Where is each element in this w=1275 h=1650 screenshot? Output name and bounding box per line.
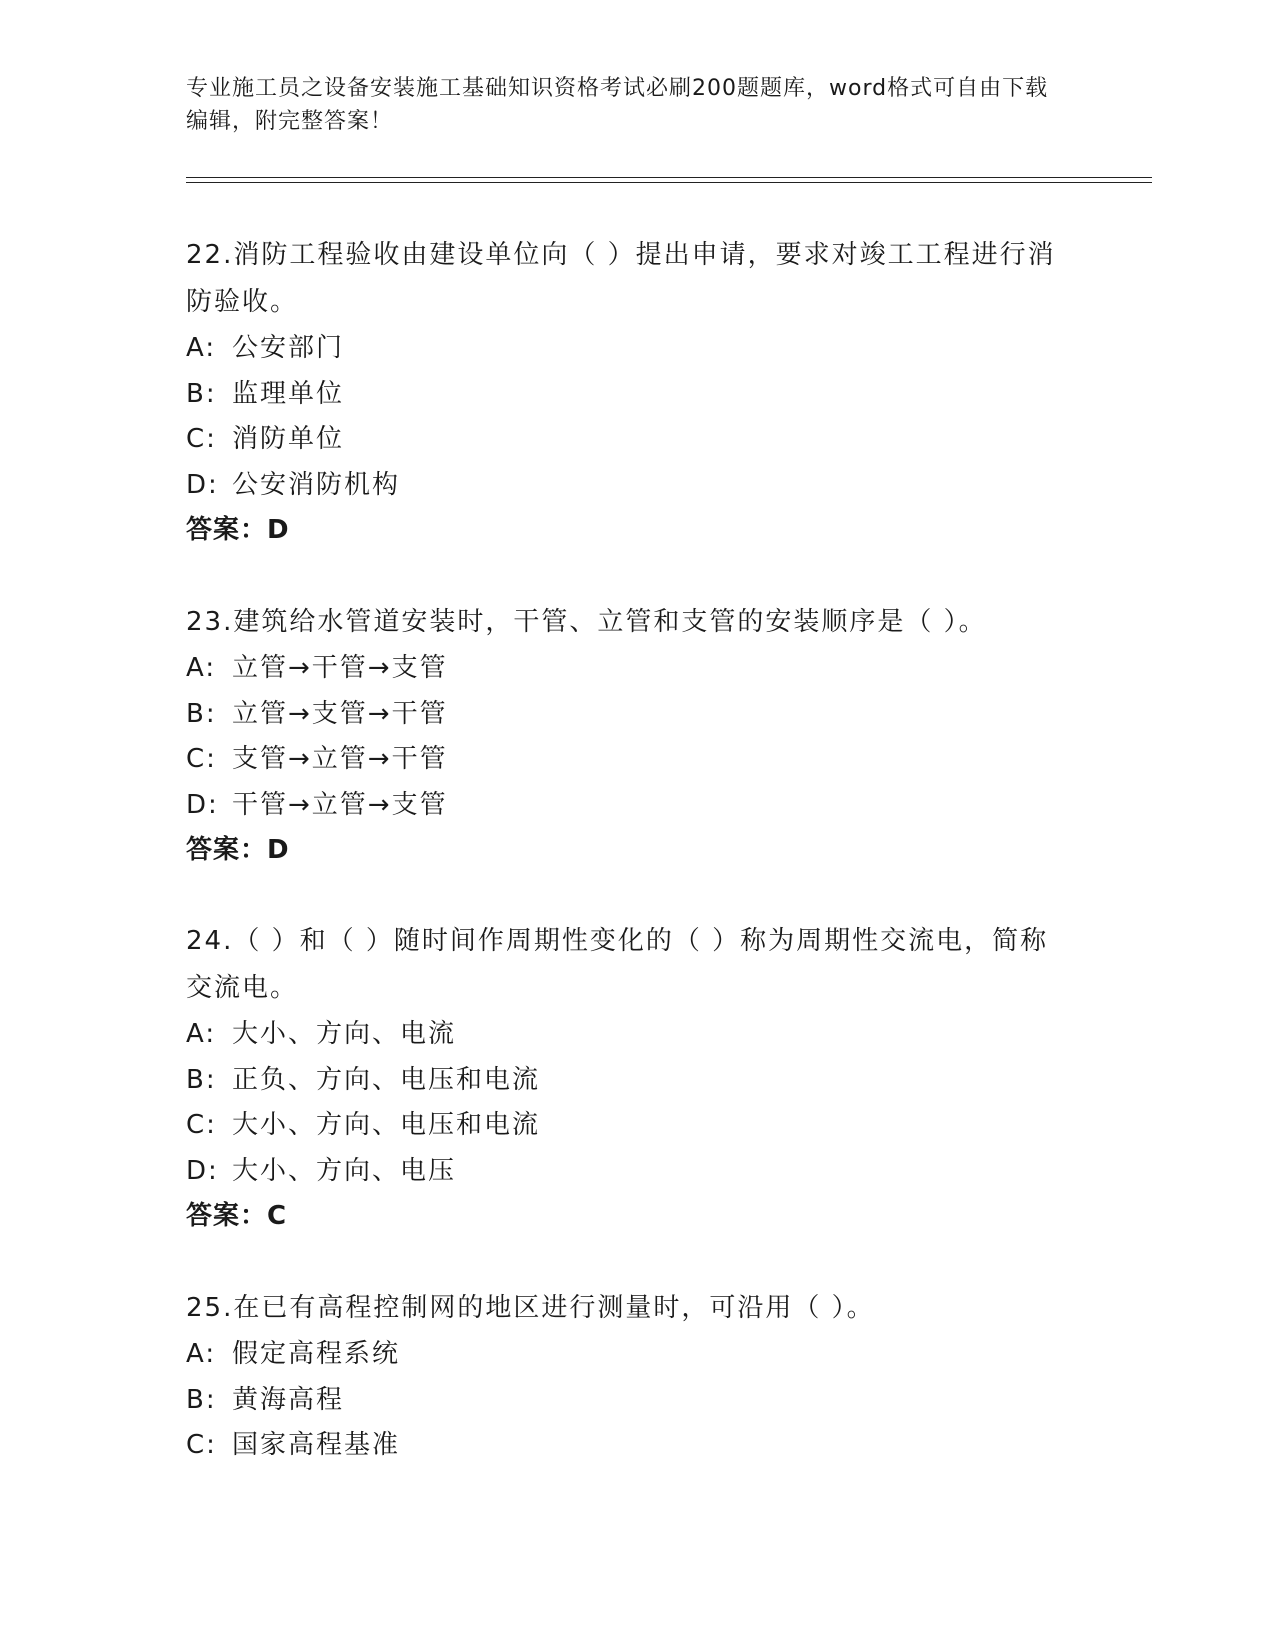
option-a	[186, 326, 1066, 372]
option-d	[186, 783, 1066, 829]
option-text: 立管→干管→支管	[232, 653, 448, 683]
option-b	[186, 1378, 1066, 1424]
option-text: 消防单位	[232, 424, 345, 454]
option-text: 监理单位	[232, 378, 345, 409]
question-25	[186, 1285, 1066, 1469]
option-text: 公安消防机构	[232, 469, 401, 500]
option-a	[186, 646, 1066, 692]
option-text: 立管→支管→干管	[232, 698, 448, 729]
option-text: 国家高程基准	[232, 1430, 401, 1460]
option-c	[186, 417, 1066, 463]
option-b	[186, 372, 1066, 418]
question-24	[186, 918, 1066, 1239]
option-text: 黄海高程	[232, 1384, 345, 1415]
option-text: 干管→立管→支管	[232, 789, 448, 820]
answer: 答案：D	[186, 515, 290, 545]
option-label: D:	[186, 469, 219, 500]
question-text: 24.（ ）和（ ）随时间作周期性变化的（ ）称为周期性交流电，简称交流电。	[186, 926, 1049, 1003]
question-22	[186, 232, 1066, 553]
question-text: 22.消防工程验收由建设单位向（ ）提出申请，要求对竣工工程进行消防验收。	[186, 240, 1056, 317]
option-text: 大小、方向、电压	[232, 1155, 457, 1186]
option-label: A:	[186, 1019, 217, 1049]
option-text: 正负、方向、电压和电流	[232, 1064, 541, 1095]
option-c	[186, 737, 1066, 783]
option-label: A:	[186, 1339, 217, 1369]
option-text: 公安部门	[232, 333, 345, 363]
option-label: B:	[186, 378, 217, 409]
option-label: A:	[186, 333, 217, 363]
option-text: 大小、方向、电流	[232, 1019, 457, 1049]
option-c	[186, 1103, 1066, 1149]
option-text: 大小、方向、电压和电流	[232, 1110, 541, 1140]
question-23	[186, 599, 1066, 873]
option-d	[186, 463, 1066, 509]
question-text: 25.在已有高程控制网的地区进行测量时，可沿用（ ）。	[186, 1293, 875, 1323]
option-a	[186, 1332, 1066, 1378]
option-b	[186, 1058, 1066, 1104]
header-divider-top	[186, 177, 1152, 178]
option-label: B:	[186, 1064, 217, 1095]
option-label: B:	[186, 698, 217, 729]
option-label: C:	[186, 1430, 217, 1460]
answer: 答案：C	[186, 1201, 288, 1231]
option-label: C:	[186, 1110, 217, 1140]
option-c	[186, 1423, 1066, 1469]
option-b	[186, 692, 1066, 738]
option-label: D:	[186, 1155, 219, 1186]
document-header: 专业施工员之设备安装施工基础知识资格考试必刷200题题库，word格式可自由下载编辑，附完整答案！	[186, 76, 1049, 134]
header-divider-bottom	[186, 182, 1152, 183]
option-label: A:	[186, 653, 217, 683]
option-label: B:	[186, 1384, 217, 1415]
option-text: 假定高程系统	[232, 1339, 401, 1369]
option-text: 支管→立管→干管	[232, 744, 448, 774]
option-a	[186, 1012, 1066, 1058]
question-text: 23.建筑给水管道安装时，干管、立管和支管的安装顺序是（ ）。	[186, 607, 987, 637]
answer: 答案：D	[186, 835, 290, 865]
option-d	[186, 1149, 1066, 1195]
option-label: C:	[186, 424, 217, 454]
option-label: D:	[186, 789, 219, 820]
option-label: C:	[186, 744, 217, 774]
